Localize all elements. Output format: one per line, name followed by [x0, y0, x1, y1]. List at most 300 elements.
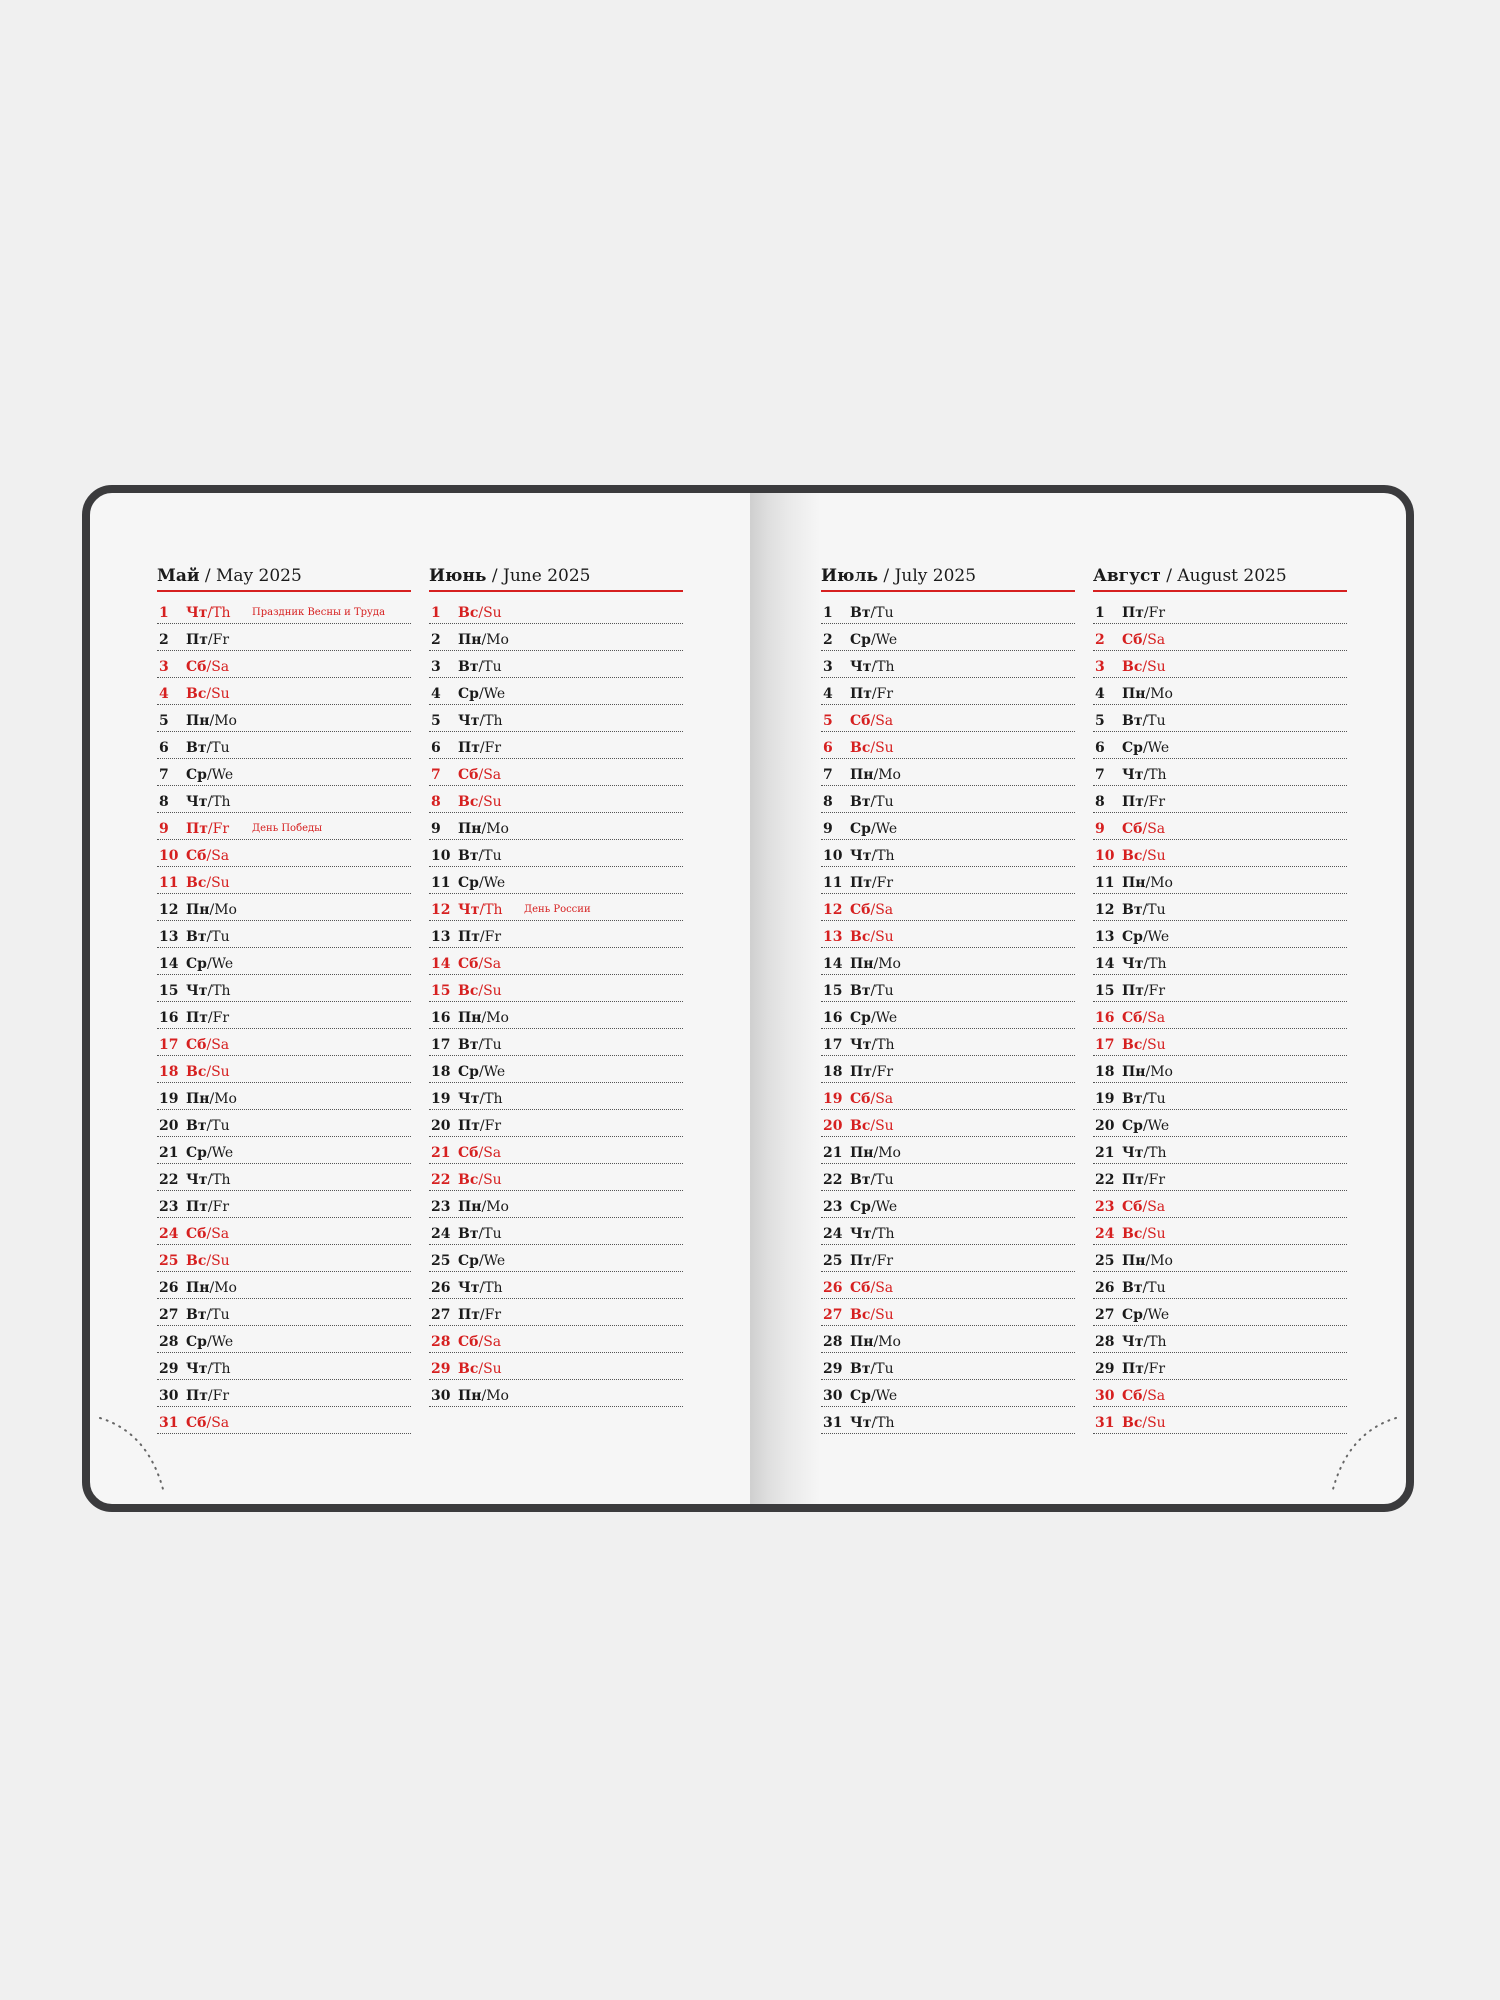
weekday-name: Вс/Su: [1122, 1037, 1166, 1053]
weekday-en: We: [483, 1253, 506, 1269]
weekday-ru: Пн: [186, 1091, 210, 1107]
day-row: [1093, 625, 1347, 651]
day-number: 30: [823, 1388, 843, 1404]
weekday-name: Сб/Sa: [1122, 1199, 1166, 1215]
day-row: [821, 1030, 1075, 1056]
weekday-en: Th: [484, 713, 503, 729]
day-row: [821, 1327, 1075, 1353]
weekday-ru: Вт: [850, 794, 871, 810]
weekday-ru: Вт: [458, 1226, 479, 1242]
page-spine: [750, 493, 820, 1504]
weekday-ru: Ср: [1122, 929, 1143, 945]
weekday-ru: Пт: [186, 821, 208, 837]
day-number: 1: [159, 605, 169, 621]
day-number: 1: [431, 605, 441, 621]
day-number: 16: [1095, 1010, 1115, 1026]
day-number: 12: [823, 902, 843, 918]
day-number: 31: [1095, 1415, 1115, 1431]
weekday-name: Пн/Mo: [458, 1010, 509, 1026]
day-row: [1093, 1003, 1347, 1029]
weekday-name: Пн/Mo: [186, 1091, 237, 1107]
weekday-en: Tu: [1147, 1280, 1166, 1296]
day-row: [429, 1219, 683, 1245]
day-row: [1093, 760, 1347, 786]
weekday-name: Сб/Sa: [850, 902, 894, 918]
weekday-ru: Пн: [1122, 1064, 1146, 1080]
day-row: [821, 598, 1075, 624]
weekday-en: We: [1147, 1118, 1170, 1134]
weekday-name: Ср/We: [850, 632, 898, 648]
weekday-en: Th: [876, 659, 895, 675]
day-row: [821, 1165, 1075, 1191]
day-row: [157, 868, 411, 894]
month-title: Июнь / June 2025: [429, 566, 683, 592]
weekday-en: We: [1147, 1307, 1170, 1323]
weekday-en: Sa: [875, 713, 894, 729]
weekday-en: Sa: [483, 1145, 502, 1161]
day-number: 2: [431, 632, 441, 648]
weekday-ru: Вт: [850, 605, 871, 621]
weekday-en: Sa: [1147, 1199, 1166, 1215]
weekday-name: Чт/Th: [458, 1280, 503, 1296]
day-number: 21: [823, 1145, 843, 1161]
weekday-en: Tu: [875, 983, 894, 999]
corner-dots-left: [94, 1408, 174, 1498]
day-number: 13: [1095, 929, 1115, 945]
day-row: [157, 625, 411, 651]
weekday-name: Ср/We: [186, 1334, 234, 1350]
weekday-en: Mo: [486, 632, 509, 648]
day-row: [821, 625, 1075, 651]
day-number: 20: [159, 1118, 179, 1134]
day-number: 27: [1095, 1307, 1115, 1323]
day-number: 15: [431, 983, 451, 999]
day-number: 3: [1095, 659, 1105, 675]
weekday-en: Fr: [212, 821, 230, 837]
weekday-name: Вс/Su: [186, 1253, 230, 1269]
weekday-en: Th: [484, 1280, 503, 1296]
weekday-ru: Чт: [458, 1091, 480, 1107]
day-row: [821, 1300, 1075, 1326]
day-row: [157, 841, 411, 867]
weekday-ru: Вс: [458, 1361, 479, 1377]
day-row: [1093, 1138, 1347, 1164]
day-number: 21: [431, 1145, 451, 1161]
weekday-name: Пт/Fr: [458, 740, 502, 756]
weekday-ru: Чт: [186, 983, 208, 999]
weekday-ru: Вт: [850, 1172, 871, 1188]
weekday-en: Tu: [875, 605, 894, 621]
month-title-ru: Июнь: [429, 566, 487, 586]
month-column-august: [1093, 566, 1347, 1434]
day-number: 5: [431, 713, 441, 729]
weekday-name: Сб/Sa: [186, 659, 230, 675]
weekday-name: Вт/Tu: [850, 1361, 894, 1377]
day-number: 2: [1095, 632, 1105, 648]
day-number: 16: [823, 1010, 843, 1026]
weekday-name: Сб/Sa: [186, 1037, 230, 1053]
day-list: [821, 598, 1075, 1434]
day-number: 26: [823, 1280, 843, 1296]
weekday-name: Чт/Th: [1122, 956, 1167, 972]
weekday-name: Пн/Mo: [458, 632, 509, 648]
weekday-en: Mo: [486, 821, 509, 837]
day-number: 24: [823, 1226, 843, 1242]
holiday-note: Праздник Весны и Труда: [252, 607, 386, 618]
weekday-name: Вс/Su: [850, 1307, 894, 1323]
day-number: 27: [159, 1307, 179, 1323]
weekday-en: Tu: [875, 1172, 894, 1188]
day-number: 1: [823, 605, 833, 621]
day-number: 10: [823, 848, 843, 864]
weekday-name: Сб/Sa: [850, 1280, 894, 1296]
weekday-ru: Ср: [850, 1199, 871, 1215]
day-number: 23: [1095, 1199, 1115, 1215]
weekday-name: Ср/We: [850, 1199, 898, 1215]
day-number: 22: [823, 1172, 843, 1188]
day-number: 2: [823, 632, 833, 648]
weekday-en: Sa: [1147, 1010, 1166, 1026]
weekday-ru: Пн: [458, 1010, 482, 1026]
day-number: 29: [159, 1361, 179, 1377]
weekday-name: Чт/Th: [850, 848, 895, 864]
weekday-name: Пн/Mo: [1122, 686, 1173, 702]
day-number: 17: [431, 1037, 451, 1053]
day-number: 25: [431, 1253, 451, 1269]
day-row: [821, 949, 1075, 975]
weekday-name: Вс/Su: [458, 983, 502, 999]
day-row: [1093, 1192, 1347, 1218]
day-row: [1093, 1408, 1347, 1434]
weekday-en: Su: [1147, 1037, 1166, 1053]
day-number: 21: [1095, 1145, 1115, 1161]
weekday-name: Пт/Fr: [850, 1064, 894, 1080]
weekday-en: We: [483, 875, 506, 891]
day-number: 29: [823, 1361, 843, 1377]
day-row: [429, 1030, 683, 1056]
weekday-name: Вс/Su: [1122, 659, 1166, 675]
day-number: 14: [431, 956, 451, 972]
day-number: 13: [159, 929, 179, 945]
weekday-name: Чт/Th: [186, 605, 231, 621]
day-row: [1093, 1354, 1347, 1380]
day-row: [157, 1354, 411, 1380]
weekday-ru: Пн: [458, 632, 482, 648]
day-row: [429, 1381, 683, 1407]
day-row: [1093, 814, 1347, 840]
weekday-en: Sa: [211, 1415, 230, 1431]
day-list: [157, 598, 411, 1434]
weekday-ru: Вс: [458, 1172, 479, 1188]
weekday-en: Tu: [483, 848, 502, 864]
day-number: 19: [823, 1091, 843, 1107]
day-row: [429, 1273, 683, 1299]
day-number: 14: [1095, 956, 1115, 972]
weekday-name: Ср/We: [1122, 1307, 1170, 1323]
weekday-ru: Ср: [458, 1253, 479, 1269]
weekday-name: Вс/Su: [186, 1064, 230, 1080]
weekday-en: Tu: [875, 794, 894, 810]
weekday-ru: Вс: [186, 1064, 207, 1080]
day-list: [1093, 598, 1347, 1434]
day-number: 22: [159, 1172, 179, 1188]
weekday-ru: Пт: [458, 1307, 480, 1323]
day-number: 22: [431, 1172, 451, 1188]
day-row: [1093, 841, 1347, 867]
weekday-en: Fr: [484, 740, 502, 756]
day-number: 2: [159, 632, 169, 648]
day-number: 5: [823, 713, 833, 729]
day-number: 3: [823, 659, 833, 675]
day-row: [157, 895, 411, 921]
weekday-en: Th: [876, 1226, 895, 1242]
day-number: 28: [159, 1334, 179, 1350]
day-number: 9: [159, 821, 169, 837]
day-number: 13: [823, 929, 843, 945]
weekday-ru: Чт: [186, 794, 208, 810]
day-row: [1093, 598, 1347, 624]
weekday-name: Вт/Tu: [458, 1226, 502, 1242]
day-number: 4: [431, 686, 441, 702]
weekday-name: Пт/Fr: [458, 929, 502, 945]
weekday-en: Mo: [214, 1280, 237, 1296]
weekday-en: Tu: [483, 659, 502, 675]
day-row: [429, 1300, 683, 1326]
weekday-en: Su: [483, 1172, 502, 1188]
day-row: [429, 1138, 683, 1164]
day-row: [821, 976, 1075, 1002]
day-row: [429, 1192, 683, 1218]
day-row: [821, 1273, 1075, 1299]
weekday-name: Вс/Su: [850, 929, 894, 945]
month-title-en: May 2025: [216, 566, 302, 586]
weekday-en: Su: [1147, 1415, 1166, 1431]
weekday-ru: Пт: [1122, 794, 1144, 810]
weekday-ru: Чт: [1122, 1334, 1144, 1350]
weekday-ru: Пн: [458, 821, 482, 837]
weekday-ru: Сб: [186, 848, 207, 864]
day-number: 21: [159, 1145, 179, 1161]
weekday-en: Sa: [211, 659, 230, 675]
day-row: [429, 868, 683, 894]
weekday-ru: Вс: [850, 929, 871, 945]
day-number: 1: [1095, 605, 1105, 621]
weekday-name: Пн/Mo: [458, 821, 509, 837]
day-list: [429, 598, 683, 1407]
weekday-name: Чт/Th: [458, 713, 503, 729]
weekday-en: Mo: [878, 1145, 901, 1161]
weekday-en: Th: [484, 1091, 503, 1107]
day-number: 26: [1095, 1280, 1115, 1296]
day-number: 6: [159, 740, 169, 756]
day-row: [429, 652, 683, 678]
day-number: 26: [159, 1280, 179, 1296]
day-row: [1093, 1246, 1347, 1272]
day-row: [821, 1111, 1075, 1137]
weekday-en: Su: [875, 929, 894, 945]
weekday-en: Th: [1148, 956, 1167, 972]
day-row: [157, 652, 411, 678]
month-title-en: August 2025: [1177, 566, 1287, 586]
day-row: [821, 760, 1075, 786]
weekday-ru: Чт: [1122, 767, 1144, 783]
day-number: 18: [431, 1064, 451, 1080]
day-row: [157, 706, 411, 732]
weekday-name: Ср/We: [850, 1388, 898, 1404]
weekday-ru: Сб: [186, 659, 207, 675]
weekday-name: Ср/We: [458, 1253, 506, 1269]
weekday-en: Mo: [214, 713, 237, 729]
weekday-en: We: [211, 956, 234, 972]
day-number: 10: [159, 848, 179, 864]
weekday-ru: Чт: [1122, 956, 1144, 972]
weekday-en: Sa: [1147, 821, 1166, 837]
weekday-ru: Ср: [1122, 1307, 1143, 1323]
weekday-ru: Пн: [850, 1334, 874, 1350]
weekday-name: Ср/We: [458, 686, 506, 702]
day-number: 28: [1095, 1334, 1115, 1350]
weekday-name: Пт/Fr: [186, 1388, 230, 1404]
day-number: 18: [823, 1064, 843, 1080]
weekday-en: Fr: [212, 632, 230, 648]
day-number: 18: [159, 1064, 179, 1080]
day-row: [1093, 1273, 1347, 1299]
weekday-ru: Пн: [850, 767, 874, 783]
weekday-name: Чт/Th: [458, 1091, 503, 1107]
weekday-en: We: [1147, 740, 1170, 756]
day-row: [429, 895, 683, 921]
day-row: [429, 733, 683, 759]
weekday-name: Пн/Mo: [850, 1145, 901, 1161]
weekday-en: Fr: [876, 1253, 894, 1269]
weekday-ru: Вт: [186, 740, 207, 756]
weekday-ru: Ср: [458, 1064, 479, 1080]
weekday-ru: Пт: [850, 1253, 872, 1269]
day-row: [821, 733, 1075, 759]
day-number: 8: [431, 794, 441, 810]
weekday-ru: Сб: [186, 1037, 207, 1053]
weekday-en: Tu: [1147, 713, 1166, 729]
weekday-ru: Ср: [186, 767, 207, 783]
weekday-en: Mo: [1150, 875, 1173, 891]
day-number: 6: [1095, 740, 1105, 756]
weekday-ru: Вт: [186, 1118, 207, 1134]
weekday-en: Sa: [875, 1280, 894, 1296]
day-row: [157, 760, 411, 786]
day-row: [821, 787, 1075, 813]
day-row: [821, 706, 1075, 732]
weekday-ru: Вс: [1122, 1226, 1143, 1242]
day-row: [429, 814, 683, 840]
weekday-name: Пн/Mo: [458, 1199, 509, 1215]
weekday-ru: Ср: [186, 1145, 207, 1161]
weekday-ru: Вс: [1122, 1415, 1143, 1431]
day-row: [157, 814, 411, 840]
day-row: [429, 976, 683, 1002]
day-number: 4: [823, 686, 833, 702]
month-title: Май / May 2025: [157, 566, 411, 592]
weekday-name: Пн/Mo: [186, 1280, 237, 1296]
day-number: 15: [823, 983, 843, 999]
day-row: [429, 760, 683, 786]
weekday-ru: Вс: [850, 740, 871, 756]
weekday-ru: Пн: [186, 1280, 210, 1296]
month-column-july: [821, 566, 1075, 1434]
weekday-ru: Вт: [850, 983, 871, 999]
weekday-en: Su: [1147, 848, 1166, 864]
weekday-name: Ср/We: [850, 821, 898, 837]
day-row: [821, 1246, 1075, 1272]
weekday-name: Пн/Mo: [186, 713, 237, 729]
day-row: [157, 1138, 411, 1164]
day-number: 7: [823, 767, 833, 783]
weekday-en: We: [875, 1010, 898, 1026]
weekday-name: Вт/Tu: [458, 659, 502, 675]
day-row: [821, 1219, 1075, 1245]
weekday-ru: Вс: [850, 1118, 871, 1134]
weekday-en: Sa: [875, 902, 894, 918]
weekday-name: Вт/Tu: [1122, 1280, 1166, 1296]
weekday-en: Th: [1148, 1145, 1167, 1161]
day-number: 15: [159, 983, 179, 999]
weekday-ru: Пт: [186, 1010, 208, 1026]
weekday-name: Сб/Sa: [458, 1145, 502, 1161]
day-row: [429, 1165, 683, 1191]
weekday-ru: Вт: [186, 1307, 207, 1323]
weekday-ru: Сб: [1122, 1388, 1143, 1404]
day-number: 11: [1095, 875, 1115, 891]
weekday-name: Чт/Th: [850, 659, 895, 675]
weekday-name: Ср/We: [1122, 929, 1170, 945]
weekday-en: We: [1147, 929, 1170, 945]
weekday-en: We: [875, 1388, 898, 1404]
day-row: [1093, 679, 1347, 705]
weekday-name: Вс/Su: [1122, 848, 1166, 864]
day-row: [1093, 976, 1347, 1002]
weekday-en: Sa: [211, 848, 230, 864]
weekday-en: Sa: [1147, 1388, 1166, 1404]
weekday-ru: Сб: [458, 1145, 479, 1161]
day-row: [429, 1246, 683, 1272]
weekday-en: We: [483, 1064, 506, 1080]
month-title-ru: Июль: [821, 566, 879, 586]
weekday-ru: Сб: [458, 956, 479, 972]
day-number: 12: [1095, 902, 1115, 918]
month-column-may: [157, 566, 411, 1434]
weekday-ru: Сб: [186, 1226, 207, 1242]
weekday-name: Вс/Su: [458, 1172, 502, 1188]
month-title: Июль / July 2025: [821, 566, 1075, 592]
day-number: 27: [431, 1307, 451, 1323]
month-column-june: [429, 566, 683, 1407]
weekday-name: Вс/Su: [458, 794, 502, 810]
weekday-ru: Вс: [458, 794, 479, 810]
weekday-en: Su: [483, 605, 502, 621]
day-row: [821, 1003, 1075, 1029]
day-row: [429, 598, 683, 624]
weekday-en: Mo: [1150, 1064, 1173, 1080]
weekday-en: Th: [212, 605, 231, 621]
day-number: 30: [431, 1388, 451, 1404]
weekday-name: Пт/Fr: [1122, 794, 1166, 810]
day-row: [1093, 1111, 1347, 1137]
weekday-name: Вт/Tu: [850, 605, 894, 621]
day-row: [821, 652, 1075, 678]
weekday-ru: Чт: [458, 1280, 480, 1296]
weekday-ru: Пт: [1122, 983, 1144, 999]
day-row: [157, 1219, 411, 1245]
weekday-name: Вс/Su: [850, 1118, 894, 1134]
